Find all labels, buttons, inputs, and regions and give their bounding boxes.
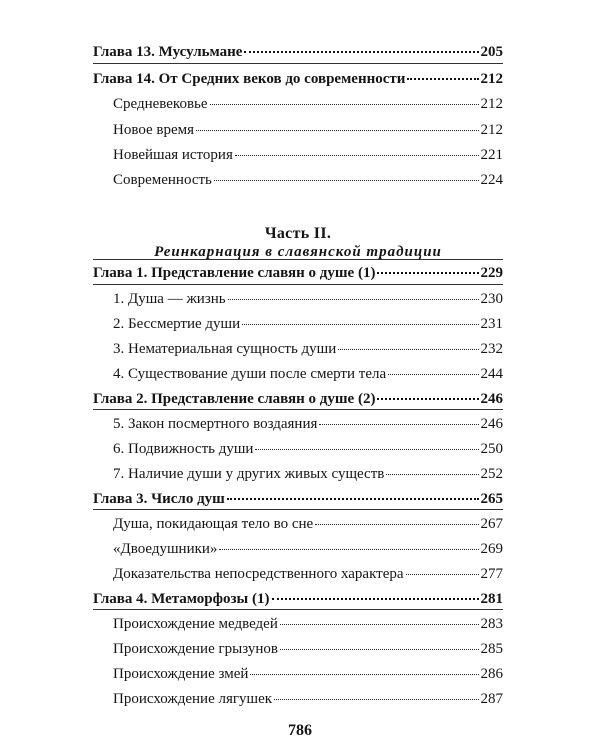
toc-entry-title: Происхождение змей (113, 666, 249, 682)
toc-entry-title: Новое время (113, 122, 195, 138)
toc-chapter-entry (93, 43, 503, 61)
toc-chapter-entry (93, 70, 503, 88)
dot-leader (242, 324, 478, 325)
dot-leader (274, 699, 478, 700)
page-number: 786 (288, 722, 312, 739)
toc-section-entry (93, 365, 503, 383)
chapter-divider (93, 284, 503, 285)
toc-entry-title: Глава 2. Представление славян о душе (2) (93, 391, 376, 407)
toc-entry-page: 281 (480, 591, 503, 607)
toc-entry-page: 230 (480, 291, 503, 307)
toc-entry-page: 244 (480, 366, 503, 382)
toc-entry-title: Душа, покидающая тело во сне (113, 516, 314, 532)
toc-section-entry (93, 515, 503, 533)
toc-section-entry (93, 465, 503, 483)
toc-entry-title: 5. Закон посмертного воздаяния (113, 416, 318, 432)
toc-entry-page: 277 (480, 566, 503, 582)
toc-entry-page: 246 (480, 416, 503, 432)
dot-leader (315, 524, 478, 525)
toc-entry-title: 3. Нематериальная сущность души (113, 341, 337, 357)
toc-entry-page: 205 (480, 44, 503, 60)
dot-leader (250, 674, 478, 675)
dot-leader (227, 498, 479, 500)
toc-entry-page: 287 (480, 691, 503, 707)
toc-entry-title: Происхождение лягушек (113, 691, 273, 707)
toc-entry-page: 285 (480, 641, 503, 657)
toc-entry-title: Глава 3. Число душ (93, 491, 225, 507)
toc-section-entry (93, 290, 503, 308)
toc-entry-page: 221 (480, 147, 503, 163)
part-title: Часть II. (264, 225, 332, 242)
dot-leader (407, 78, 478, 80)
toc-entry-title: Доказательства непосредственного характера (113, 566, 404, 582)
dot-leader (386, 474, 478, 475)
toc-chapter-entry (93, 264, 503, 282)
dot-leader (377, 398, 478, 400)
toc-entry-page: 265 (480, 491, 503, 507)
toc-entry-title: 2. Бессмертие души (113, 316, 241, 332)
toc-entry-title: Средневековье (113, 96, 208, 112)
dot-leader (210, 104, 479, 105)
toc-entry-page: 212 (480, 122, 503, 138)
toc-entry-page: 224 (480, 172, 503, 188)
toc-section-entry (93, 665, 503, 683)
dot-leader (272, 598, 479, 600)
toc-section-entry (93, 540, 503, 558)
part-divider (93, 259, 503, 260)
toc-entry-title: 6. Подвижность души (113, 441, 254, 457)
dot-leader (214, 180, 479, 181)
toc-section-entry (93, 440, 503, 458)
toc-entry-page: 267 (480, 516, 503, 532)
dot-leader (319, 424, 478, 425)
toc-entry-page: 232 (480, 341, 503, 357)
chapter-divider (93, 63, 503, 64)
toc-entry-title: Глава 14. От Средних веков до современности (93, 71, 406, 87)
dot-leader (280, 624, 479, 625)
dot-leader (196, 130, 478, 131)
toc-section-entry (93, 690, 503, 708)
toc-entry-page: 212 (480, 71, 503, 87)
dot-leader (388, 374, 478, 375)
dot-leader (255, 449, 478, 450)
toc-section-entry (93, 615, 503, 633)
toc-section-entry (93, 415, 503, 433)
toc-entry-title: Современность (113, 172, 212, 188)
dot-leader (338, 349, 478, 350)
dot-leader (219, 549, 478, 550)
toc-entry-title: «Двоедушники» (113, 541, 218, 557)
dot-leader (244, 51, 478, 53)
toc-entry-page: 269 (480, 541, 503, 557)
toc-section-entry (93, 340, 503, 358)
scan-corner-mark (452, 0, 472, 2)
toc-entry-page: 246 (480, 391, 503, 407)
toc-entry-title: Глава 4. Метаморфозы (1) (93, 591, 270, 607)
toc-entry-page: 250 (480, 441, 503, 457)
dot-leader (406, 574, 479, 575)
toc-chapter-entry (93, 490, 503, 508)
toc-entry-title: 7. Наличие души у других живых существ (113, 466, 385, 482)
toc-section-entry (93, 121, 503, 139)
toc-entry-page: 231 (480, 316, 503, 332)
toc-entry-page: 229 (480, 265, 503, 281)
toc-section-entry (93, 640, 503, 658)
toc-entry-title: Глава 1. Представление славян о душе (1) (93, 265, 376, 281)
chapter-divider (93, 509, 503, 510)
toc-section-entry (93, 171, 503, 189)
dot-leader (377, 272, 478, 274)
chapter-divider (93, 409, 503, 410)
dot-leader (228, 299, 479, 300)
toc-entry-page: 212 (480, 96, 503, 112)
toc-entry-title: Происхождение медведей (113, 616, 278, 632)
toc-section-entry (93, 315, 503, 333)
toc-entry-page: 252 (480, 466, 503, 482)
toc-entry-title: Происхождение грызунов (113, 641, 278, 657)
toc-entry-title: Новейшая история (113, 147, 233, 163)
toc-entry-page: 283 (480, 616, 503, 632)
part-subtitle: Реинкарнация в славянской традиции (154, 244, 442, 260)
toc-section-entry (93, 95, 503, 113)
toc-entry-title: 1. Душа — жизнь (113, 291, 226, 307)
toc-chapter-entry (93, 590, 503, 608)
dot-leader (280, 649, 479, 650)
dot-leader (235, 155, 479, 156)
toc-entry-title: Глава 13. Мусульмане (93, 44, 243, 60)
toc-entry-title: 4. Существование души после смерти тела (113, 366, 387, 382)
chapter-divider (93, 609, 503, 610)
toc-chapter-entry (93, 390, 503, 408)
toc-section-entry (93, 146, 503, 164)
toc-entry-page: 286 (480, 666, 503, 682)
toc-section-entry (93, 565, 503, 583)
